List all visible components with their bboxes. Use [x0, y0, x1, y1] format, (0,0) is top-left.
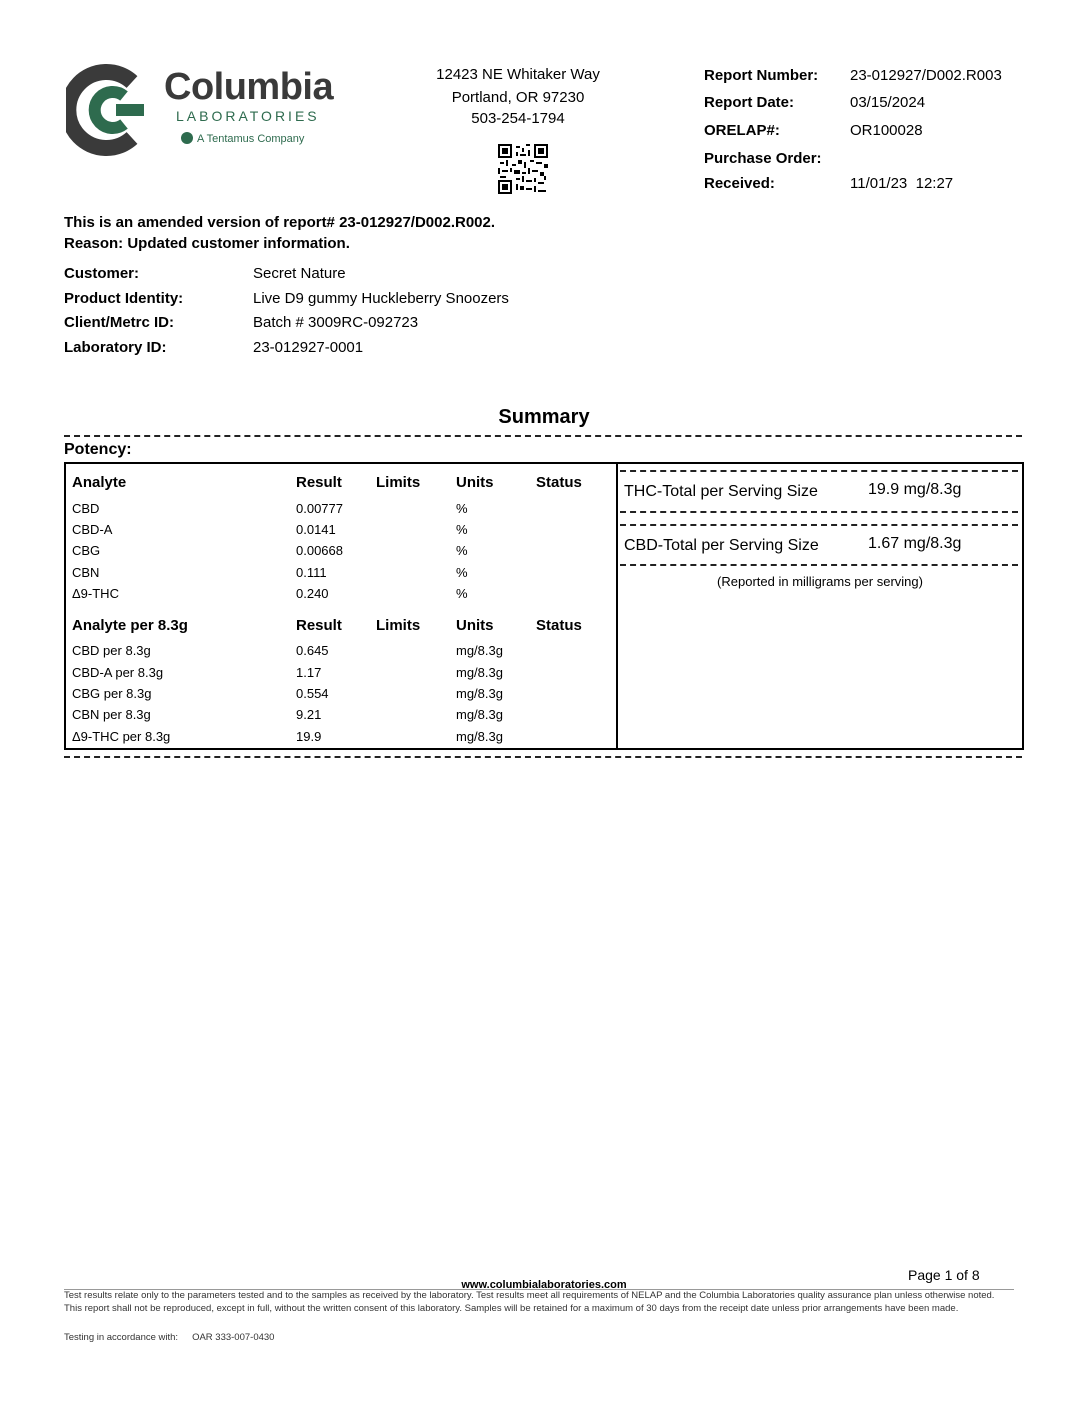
potency-box — [64, 462, 1024, 750]
report-number-label: Report Number: — [704, 67, 819, 84]
tentamus-icon — [181, 132, 193, 144]
table1-cell-result: 0.0141 — [296, 522, 336, 537]
table1-cell-result: 0.240 — [296, 586, 329, 601]
address-line1: 12423 NE Whitaker Way — [436, 66, 600, 83]
table1-cell-result: 0.111 — [296, 565, 327, 580]
potency-label: Potency: — [64, 441, 132, 458]
client-id-label: Client/Metrc ID: — [64, 314, 175, 331]
table1-header-result: Result — [296, 474, 342, 491]
table2-cell-result: 1.17 — [296, 665, 322, 680]
columbia-logo-icon — [66, 64, 158, 156]
footer-disclaimer: Test results relate only to the parameters tested and to the samples as received by the laboratory. Test results meet all requirements of NELAP and the Columbia Laboratories quality assurance plan unless otherwise noted. This report shall not be reproduced, except in full, without the written consent of this laboratory. Samples will be retained for a maximum of 30 days from the receipt date unless prior arrangements have been made. — [64, 1290, 995, 1314]
testing-standard — [64, 1332, 288, 1343]
table2-cell-analyte: CBN per 8.3g — [72, 707, 151, 722]
table1-cell-analyte: CBD-A — [72, 522, 113, 537]
table2-cell-units: mg/8.3g — [456, 707, 503, 722]
potency-box-divider — [616, 462, 618, 750]
report-number: 23-012927/D002.R003 — [850, 67, 1002, 84]
thc-total-value: 19.9 mg/8.3g — [868, 481, 962, 498]
table2-cell-result: 0.554 — [296, 686, 329, 701]
testing-label: Testing in accordance with: — [64, 1332, 179, 1343]
customer-label: Customer: — [64, 265, 140, 282]
report-date-label: Report Date: — [704, 94, 795, 111]
table1-cell-units: % — [456, 543, 468, 558]
received-label: Received: — [704, 175, 775, 192]
divider-dashed — [64, 435, 1022, 437]
logo-name: Columbia — [164, 66, 334, 108]
summary-title: Summary — [498, 406, 590, 428]
orelap-label: ORELAP#: — [704, 122, 780, 139]
table2-cell-units: mg/8.3g — [456, 643, 503, 658]
table1-cell-analyte: CBG — [72, 543, 101, 558]
table2-cell-result: 0.645 — [296, 643, 329, 658]
table1-cell-analyte: CBD — [72, 501, 100, 516]
table2-header-limits: Limits — [376, 617, 421, 634]
table1-header-limits: Limits — [376, 474, 421, 491]
table2-header-units: Units — [456, 617, 494, 634]
serving-note: (Reported in milligrams per serving) — [717, 574, 923, 589]
table2-cell-result: 9.21 — [296, 707, 322, 722]
table2-header-status: Status — [536, 617, 582, 634]
cbd-total-label: CBD-Total per Serving Size — [624, 537, 819, 554]
product-identity-label: Product Identity: — [64, 290, 184, 307]
table1-cell-analyte: CBN — [72, 565, 100, 580]
received-date: 11/01/23 12:27 — [850, 175, 954, 192]
client-id: Batch # 3009RC-092723 — [253, 314, 419, 331]
logo-subtitle: LABORATORIES — [176, 108, 320, 124]
table1-cell-result: 0.00777 — [296, 501, 343, 516]
thc-total-label: THC-Total per Serving Size — [624, 483, 818, 500]
serving-divider — [620, 564, 1018, 566]
divider-dashed — [64, 756, 1022, 758]
report-date: 03/15/2024 — [850, 94, 926, 111]
amendment-reason: Reason: Updated customer information. — [64, 235, 350, 252]
table2-cell-analyte: CBD per 8.3g — [72, 643, 151, 658]
cbd-total-value: 1.67 mg/8.3g — [868, 535, 962, 552]
table1-cell-result: 0.00668 — [296, 543, 343, 558]
address-line2: Portland, OR 97230 — [451, 89, 585, 106]
table1-cell-units: % — [456, 522, 468, 537]
table1-cell-units: % — [456, 501, 468, 516]
serving-divider — [620, 524, 1018, 526]
table1-header-status: Status — [536, 474, 582, 491]
laboratory-id-label: Laboratory ID: — [64, 339, 167, 356]
table1-cell-units: % — [456, 586, 468, 601]
table2-cell-units: mg/8.3g — [456, 686, 503, 701]
qr-code-icon — [498, 144, 548, 194]
orelap-number: OR100028 — [850, 122, 923, 139]
product-identity: Live D9 gummy Huckleberry Snoozers — [253, 290, 509, 307]
website-link[interactable]: www.columbialaboratories.com — [461, 1279, 627, 1291]
serving-divider — [620, 470, 1018, 472]
logo-tagline-text: A Tentamus Company — [197, 133, 305, 145]
serving-divider — [620, 511, 1018, 513]
company-logo — [66, 64, 356, 156]
table2-cell-analyte: CBD-A per 8.3g — [72, 665, 164, 680]
table1-header-units: Units — [456, 474, 494, 491]
address-phone: 503-254-1794 — [471, 110, 565, 127]
laboratory-id: 23-012927-0001 — [253, 339, 364, 356]
testing-value: OAR 333-007-0430 — [192, 1332, 275, 1343]
page-number: Page 1 of 8 — [908, 1267, 980, 1283]
table1-cell-analyte: Δ9-THC — [72, 586, 119, 601]
table2-cell-units: mg/8.3g — [456, 665, 503, 680]
table1-cell-units: % — [456, 565, 468, 580]
table2-cell-result: 19.9 — [296, 729, 322, 744]
table1-header-analyte: Analyte — [72, 474, 127, 491]
table2-header-result: Result — [296, 617, 342, 634]
customer-name: Secret Nature — [253, 265, 346, 282]
table2-cell-units: mg/8.3g — [456, 729, 503, 744]
logo-tagline — [181, 132, 304, 145]
amendment-notice: This is an amended version of report# 23-012927/D002.R002. — [64, 214, 496, 231]
table2-header-analyte: Analyte per 8.3g — [72, 617, 188, 634]
purchase-order-label: Purchase Order: — [704, 150, 822, 167]
table2-cell-analyte: CBG per 8.3g — [72, 686, 152, 701]
table2-cell-analyte: Δ9-THC per 8.3g — [72, 729, 171, 744]
